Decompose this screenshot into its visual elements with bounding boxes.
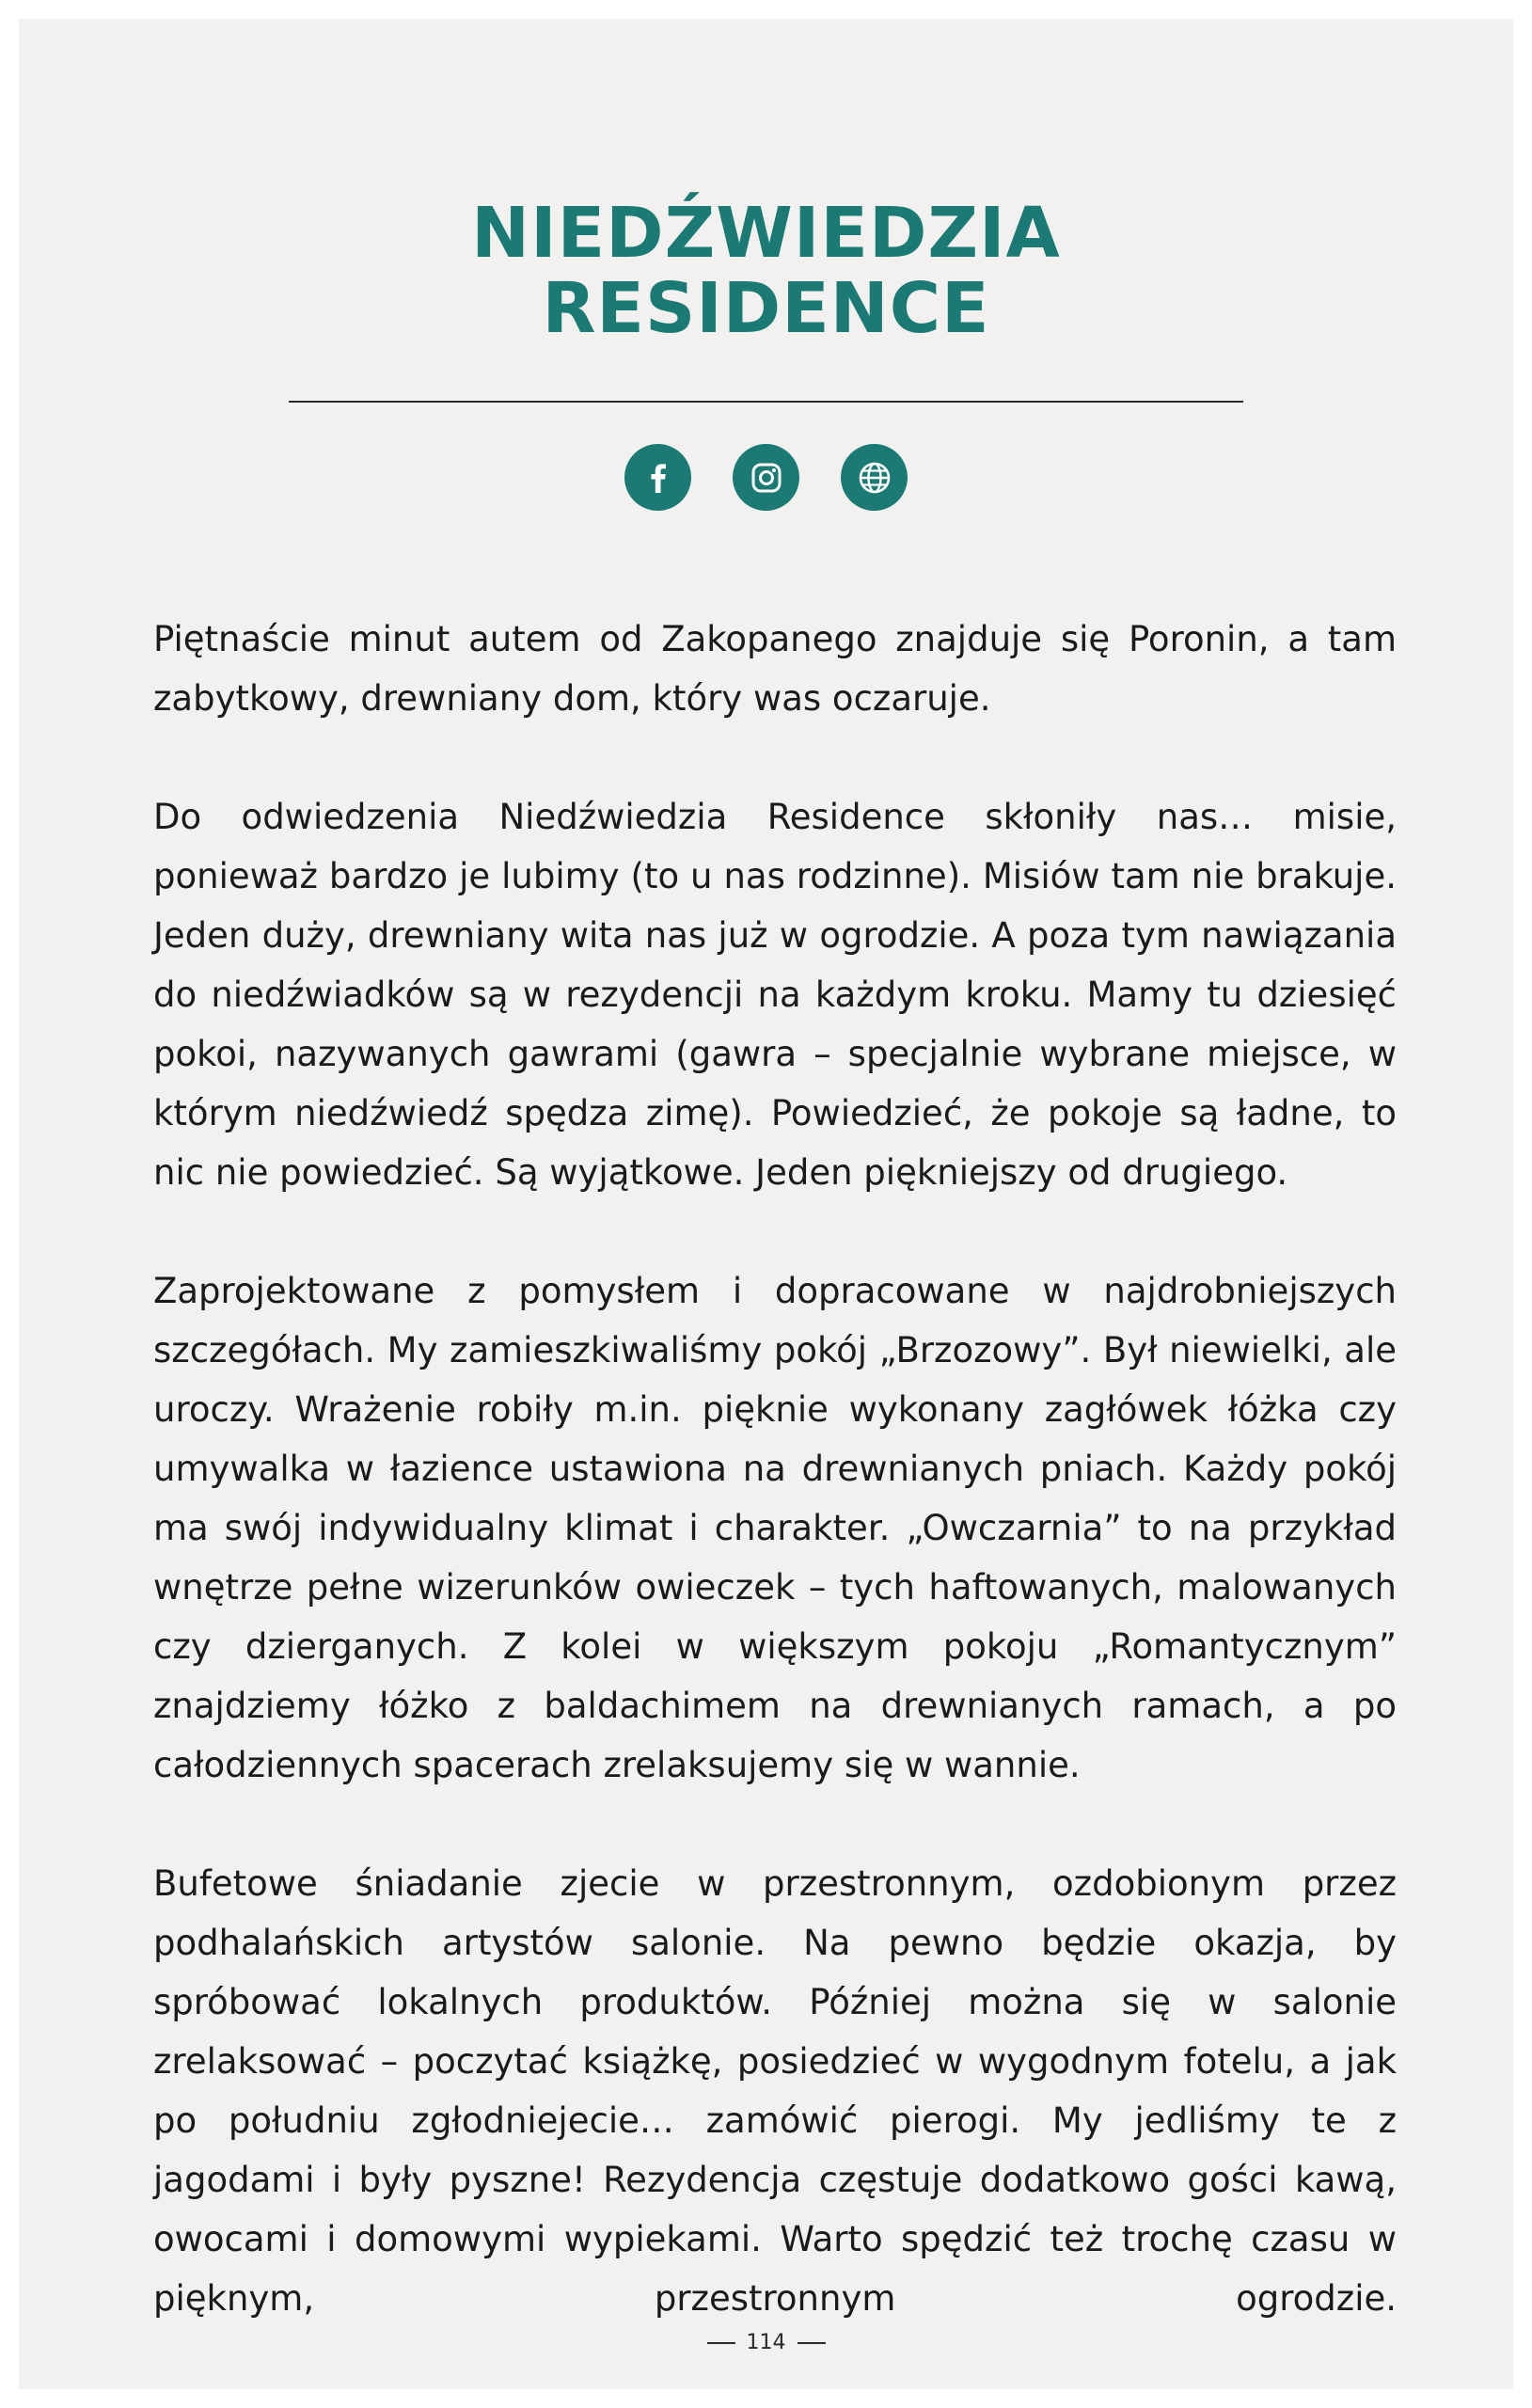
page [19, 19, 1513, 2389]
footer-dash-right [798, 2342, 826, 2344]
social-links [19, 444, 1513, 511]
instagram-icon [748, 459, 785, 497]
website-link[interactable] [841, 444, 908, 511]
title-divider [289, 401, 1243, 403]
paragraph: Bufetowe śniadanie zjecie w przestronnym, ozdobionym przez podhalańskich artystów salonie. Na pewno będzie okazja, by spróbować lokalnych produktów. Później można się w salonie zrelaksować – poczytać książkę, posiedzieć w wygodnym fotelu, a jak po południu zgłodniejecie… zamówić pierogi. My jedliśmy te z jagodami i były pyszne! Rezydencja częstuje dodatkowo gości kawą, owocami i domowymi wypiekami. Warto spędzić też trochę czasu w pięknym, przestronnym ogrodzie. [153, 1863, 1397, 2319]
title-line-2: RESIDENCE [542, 268, 990, 349]
facebook-link[interactable] [624, 444, 691, 511]
article-body [153, 610, 1397, 2387]
globe-icon [855, 458, 894, 498]
instagram-link[interactable] [733, 444, 799, 511]
page-footer [19, 2329, 1513, 2357]
paragraph: Do odwiedzenia Niedźwiedzia Residence skłoniły nas… misie, ponieważ bardzo je lubimy (to u nas rodzinne). Misiów tam nie brakuje. Jeden duży, drewniany wita nas już w ogrodzie. A poza tym nawiązania do niedźwiadków są w rezydencji na każdym kroku. Mamy tu dziesięć pokoi, nazywanych gawrami (gawra – specjalnie wybrane miejsce, w którym niedźwiedź spędza zimę). Powiedzieć, że pokoje są ładne, to nic nie powiedzieć. Są wyjątkowe. Jeden piękniejszy od drugiego. [153, 797, 1397, 1193]
paragraph: Piętnaście minut autem od Zakopanego znajduje się Poronin, a tam zabytkowy, drewniany dom, który was oczaruje. [153, 619, 1397, 719]
page-number: 114 [746, 2331, 786, 2354]
title-line-1: NIEDŹWIEDZIA [471, 193, 1061, 274]
footer-dash-left [707, 2342, 735, 2344]
page-title [19, 193, 1513, 349]
paragraph: Zaprojektowane z pomysłem i dopracowane w najdrobniejszych szczegółach. My zamieszkiwaliśmy pokój „Brzozowy”. Był niewielki, ale uroczy. Wrażenie robiły m.in. pięknie wykonany zagłówek łóżka czy umywalka w łazience ustawiona na drewnianych pniach. Każdy pokój ma swój indywidualny klimat i charakter. „Owczarnia” to na przykład wnętrze pełne wizerunków owieczek – tych haftowanych, malowanych czy dzierganych. Z kolei w większym pokoju „Romantycznym” znajdziemy łóżko z baldachimem na drewnianych ramach, a po całodziennych spacerach zrelaksujemy się w wannie. [153, 1271, 1397, 1785]
facebook-icon [640, 459, 677, 497]
